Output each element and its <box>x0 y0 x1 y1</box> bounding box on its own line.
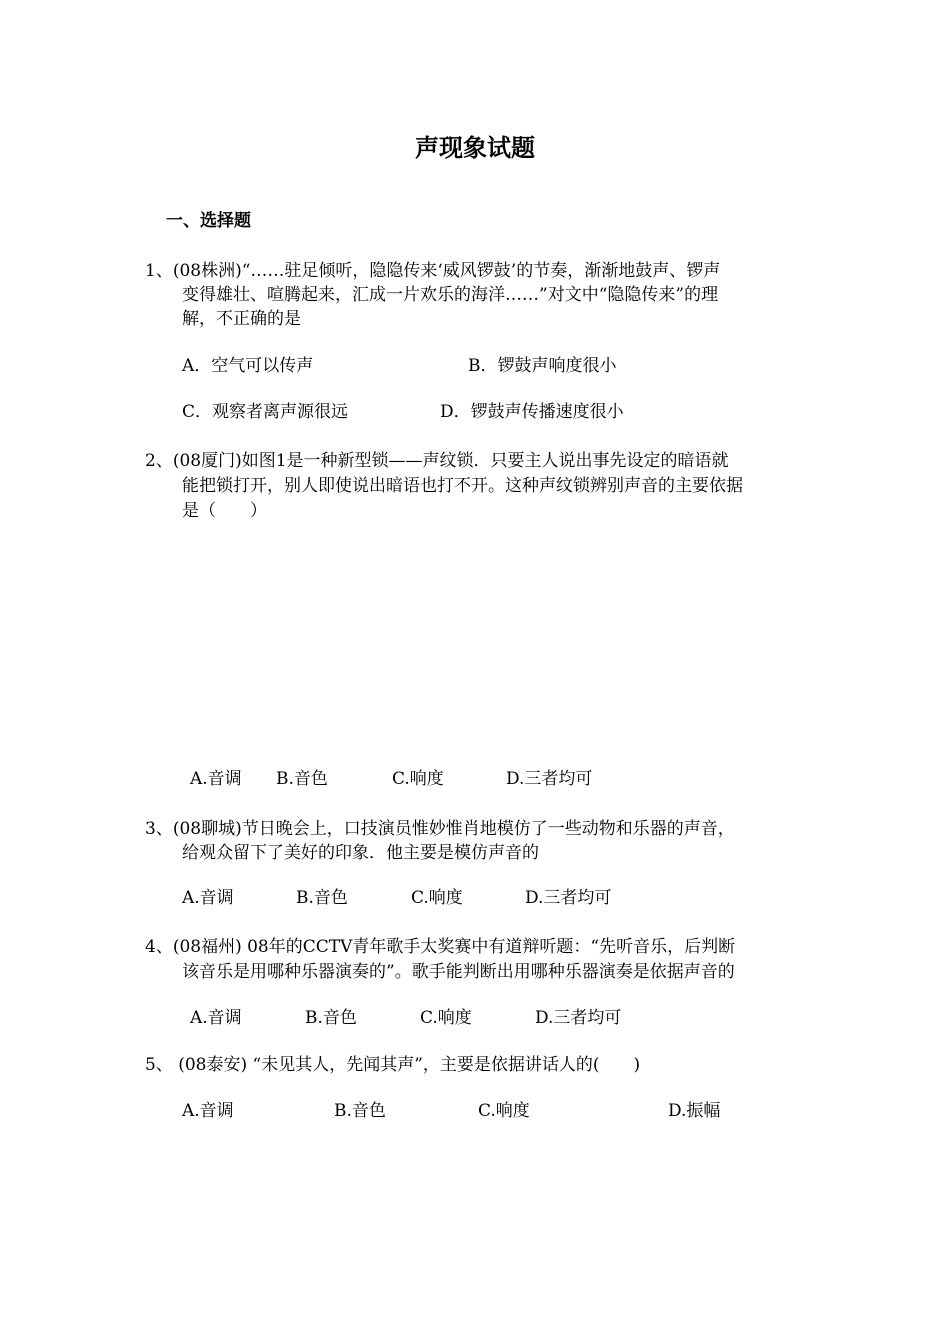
question-2-line-1: 2、(08厦门)如图1是一种新型锁——声纹锁．只要主人说出事先设定的暗语就 <box>145 451 729 471</box>
question-5-option-c[interactable]: C.响度 <box>478 1101 530 1121</box>
section-heading: 一、选择题 <box>166 211 251 231</box>
question-2-option-a[interactable]: A.音调 <box>190 769 242 789</box>
question-2-option-b[interactable]: B.音色 <box>276 769 328 789</box>
question-4-option-c[interactable]: C.响度 <box>420 1008 472 1028</box>
page-title: 声现象试题 <box>415 134 535 162</box>
question-4-line-1: 4、(08福州) 08年的CCTV青年歌手太奖赛中有道辩听题：“先听音乐，后判断 <box>145 937 736 957</box>
question-2-line-3: 是（ ） <box>182 501 267 521</box>
question-5-option-d[interactable]: D.振幅 <box>668 1101 721 1121</box>
question-4-line-2: 该音乐是用哪种乐器演奏的”。歌手能判断出用哪种乐器演奏是依据声音的 <box>182 962 735 982</box>
question-4-option-a[interactable]: A.音调 <box>190 1008 242 1028</box>
question-5-option-b[interactable]: B.音色 <box>334 1101 386 1121</box>
question-3-option-a[interactable]: A.音调 <box>182 888 234 908</box>
question-1-line-2: 变得雄壮、喧腾起来，汇成一片欢乐的海洋……”对文中“隐隐传来”的理 <box>182 285 719 305</box>
question-3-option-d[interactable]: D.三者均可 <box>525 888 612 908</box>
question-4-option-b[interactable]: B.音色 <box>305 1008 357 1028</box>
question-5-option-a[interactable]: A.音调 <box>182 1101 234 1121</box>
question-3-line-2: 给观众留下了美好的印象．他主要是模仿声音的 <box>182 843 539 863</box>
question-1-option-a[interactable]: A．空气可以传声 <box>182 356 314 376</box>
question-3-option-b[interactable]: B.音色 <box>296 888 348 908</box>
figure-placeholder <box>182 530 802 750</box>
question-1-option-c[interactable]: C．观察者离声源很远 <box>182 402 349 422</box>
question-1-line-1: 1、(08株洲)“……驻足倾听，隐隐传来‘威风锣鼓’的节奏，渐渐地鼓声、锣声 <box>145 261 721 281</box>
question-3-option-c[interactable]: C.响度 <box>411 888 463 908</box>
question-3-line-1: 3、(08聊城)节日晚会上，口技演员惟妙惟肖地模仿了一些动物和乐器的声音， <box>145 819 735 839</box>
question-2-option-c[interactable]: C.响度 <box>392 769 444 789</box>
question-1-option-b[interactable]: B．锣鼓声响度很小 <box>468 356 617 376</box>
question-4-option-d[interactable]: D.三者均可 <box>535 1008 622 1028</box>
question-2-line-2: 能把锁打开，别人即使说出暗语也打不开。这种声纹锁辨别声音的主要依据 <box>182 476 743 496</box>
question-1-line-3: 解，不正确的是 <box>182 309 301 329</box>
question-1-option-d[interactable]: D．锣鼓声传播速度很小 <box>440 402 624 422</box>
question-2-option-d[interactable]: D.三者均可 <box>506 769 593 789</box>
question-5-line-1: 5、 (08泰安) “未见其人，先闻其声”，主要是依据讲话人的( ) <box>145 1055 641 1075</box>
